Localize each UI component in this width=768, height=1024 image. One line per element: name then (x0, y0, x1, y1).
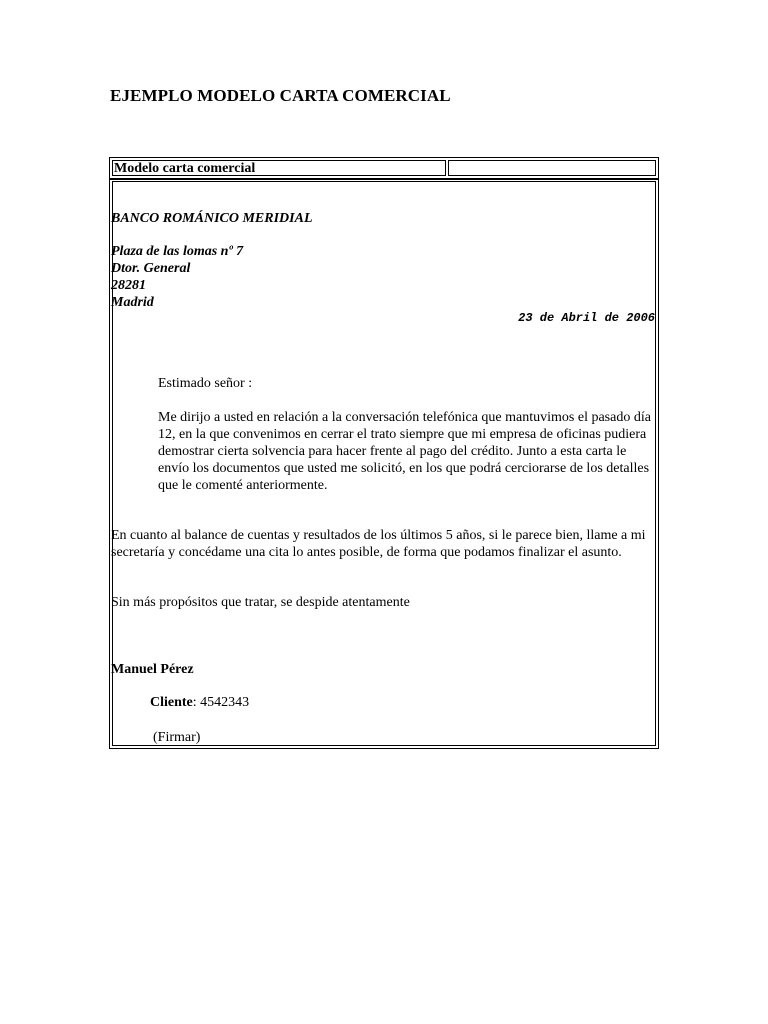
client-label: Cliente (150, 695, 193, 710)
body-paragraph-1: Me dirijo a usted en relación a la conversación telefónica que mantuvimos el pasado día 12, en la que convenimos en cerrar el trato siempre que mi empresa de oficinas pudiera demostrar cierta solvencia para hacer frente al pago del crédito. Junto a esta carta le envío los documentos que usted me solicitó, en los que podrá cerciorarse de los detalles que le comenté anteriormente. (158, 410, 651, 493)
header-table (109, 157, 659, 179)
signature-name: Manuel Pérez (111, 662, 194, 677)
body-paragraph-2: En cuanto al balance de cuentas y resultados de los últimos 5 años, si le parece bien, llame a mi secretaría y concédame una cita lo antes posible, de forma que podamos finalizar el asunto. (111, 528, 646, 560)
client-number: : 4542343 (192, 695, 250, 710)
recipient-postal-code: 28281 (111, 278, 146, 293)
recipient-address: Plaza de las lomas nº 7 (111, 244, 244, 259)
greeting: Estimado señor : (158, 376, 253, 391)
recipient-attention: Dtor. General (111, 261, 191, 276)
closing-line: Sin más propósitos que tratar, se despide atentamente (111, 595, 410, 610)
header-cell-empty (448, 160, 656, 176)
document-title: EJEMPLO MODELO CARTA COMERCIAL (110, 86, 451, 105)
recipient-bank: BANCO ROMÁNICO MERIDIAL (111, 211, 313, 226)
sign-label: (Firmar) (153, 730, 201, 745)
recipient-city: Madrid (111, 295, 154, 310)
letter-body-box (109, 179, 659, 749)
client-line (150, 695, 249, 711)
header-cell-label: Modelo carta comercial (112, 160, 446, 176)
letter-date: 23 de Abril de 2006 (518, 311, 655, 325)
